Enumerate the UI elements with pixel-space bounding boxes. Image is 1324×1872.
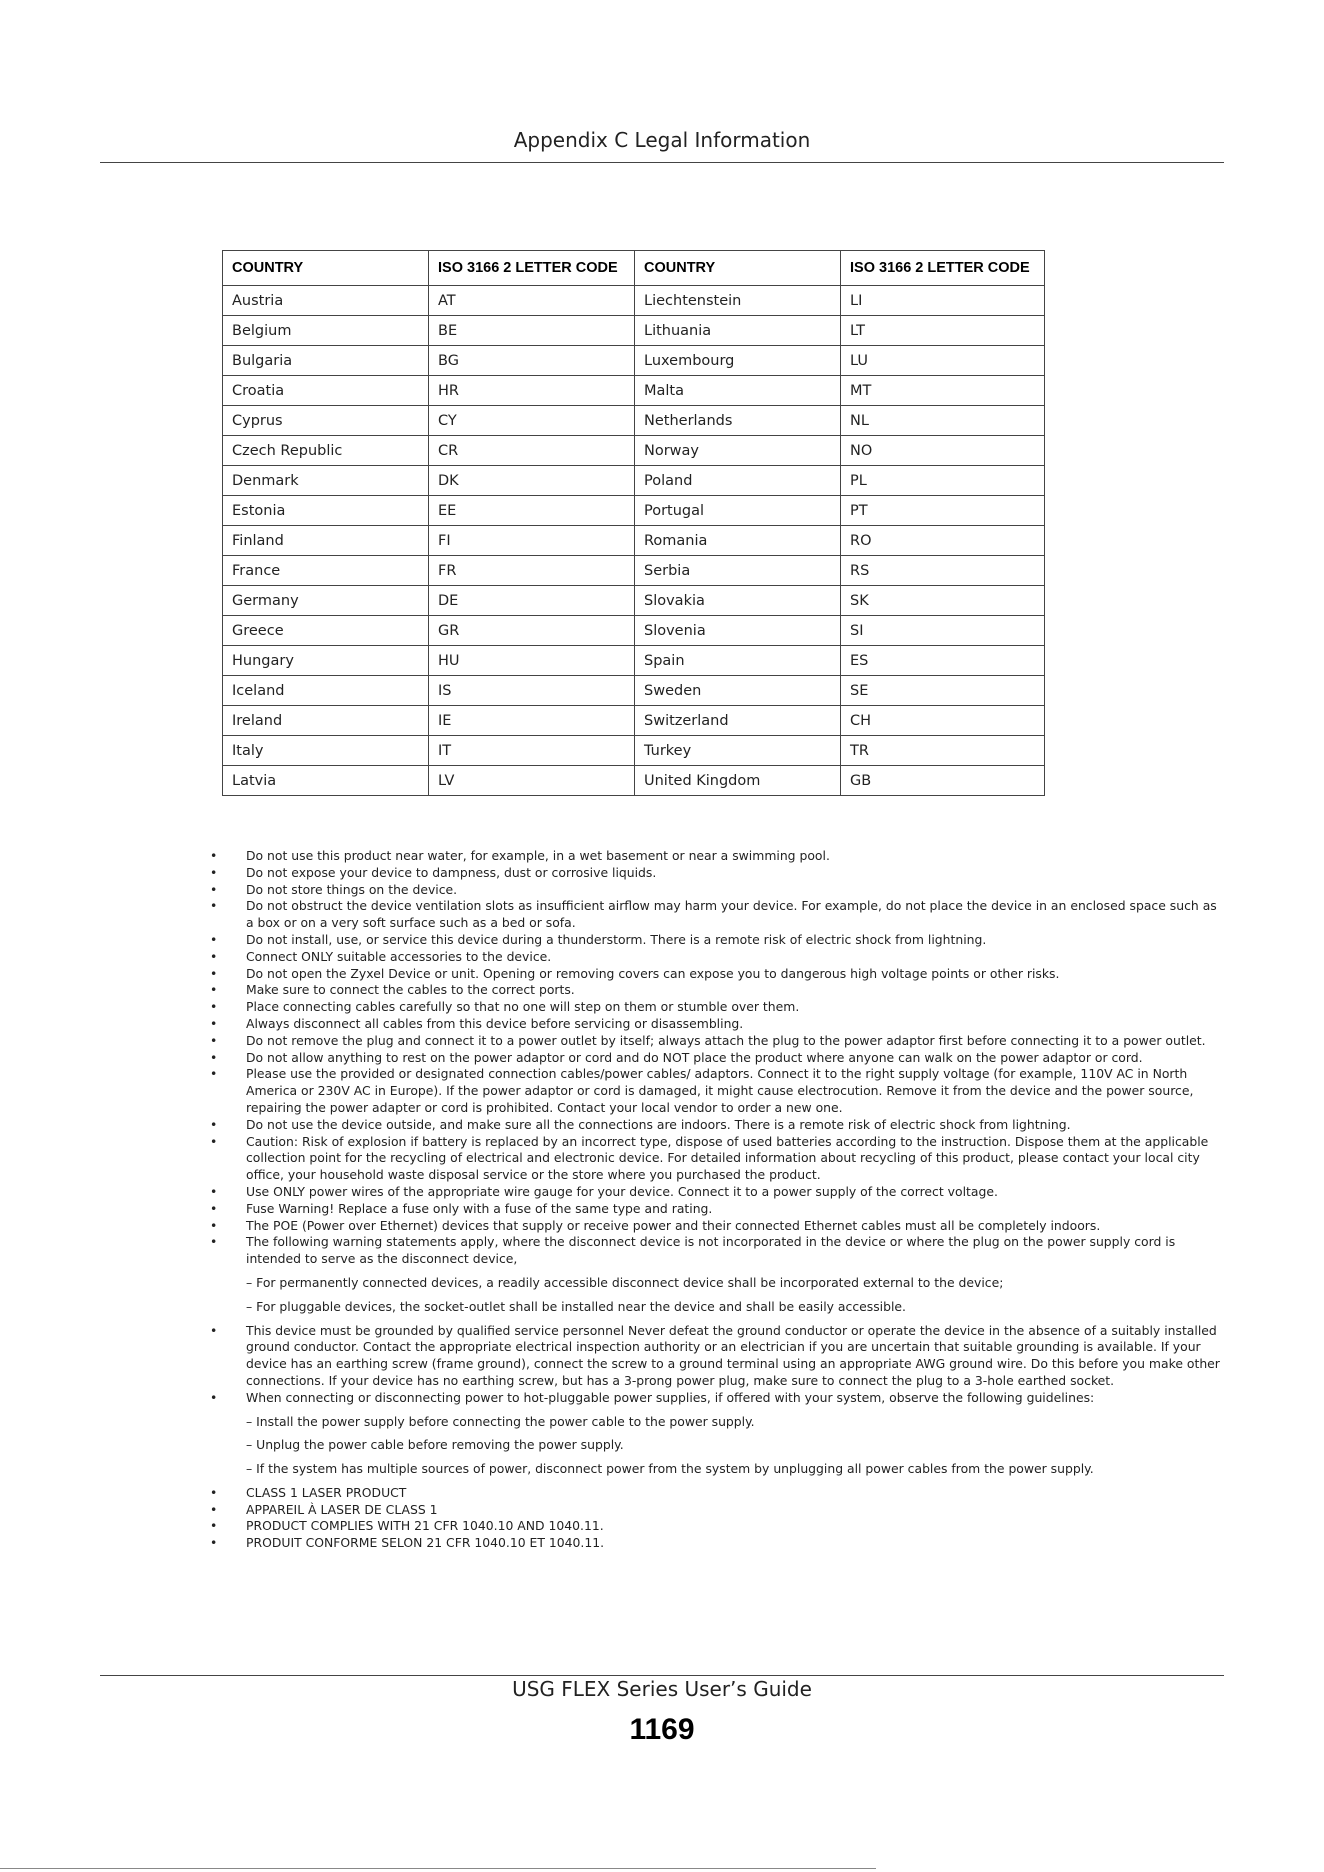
safety-item-text: When connecting or disconnecting power to hot-pluggable power supplies, if offered with your system, observe the following guidelines: [246, 1389, 1095, 1405]
table-row [223, 586, 1045, 616]
table-row [223, 346, 1045, 376]
safety-item [210, 932, 1224, 949]
column-header-country: COUNTRY [223, 251, 429, 286]
iso-code-cell: FR [429, 556, 635, 586]
iso-code-cell: NO [841, 436, 1045, 466]
header-divider [100, 162, 1224, 163]
bullet-icon: • [210, 1133, 218, 1149]
table-row [223, 646, 1045, 676]
table-row [223, 676, 1045, 706]
iso-code-cell: BG [429, 346, 635, 376]
column-header-country: COUNTRY [635, 251, 841, 286]
bullet-icon: • [210, 948, 218, 964]
country-name-cell: Cyprus [223, 406, 429, 436]
safety-item [210, 1234, 1224, 1268]
iso-code-cell: LV [429, 766, 635, 796]
table-row [223, 406, 1045, 436]
bottom-edge-line [0, 1868, 876, 1869]
table-row [223, 496, 1045, 526]
safety-item [210, 865, 1224, 882]
footer-guide-title: USG FLEX Series User’s Guide [512, 1677, 812, 1701]
safety-item-text: Do not use this product near water, for example, in a wet basement or near a swimming pool. [246, 848, 830, 863]
bullet-icon: • [210, 1032, 218, 1048]
safety-item [210, 1050, 1224, 1067]
bullet-icon: • [210, 1217, 218, 1233]
iso-code-cell: CR [429, 436, 635, 466]
country-name-cell: Denmark [223, 466, 429, 496]
country-name-cell: Italy [223, 736, 429, 766]
safety-item-text: The following warning statements apply, where the disconnect device is not incorporated in the device or where the plug on the power supply cord is intended to serve as the disconnect device, [246, 1234, 1176, 1267]
safety-sub-note: – For pluggable devices, the socket-outlet shall be installed near the device and shall be easily accessible. [246, 1298, 906, 1314]
safety-item-text: Do not use the device outside, and make sure all the connections are indoors. There is a remote risk of electric shock from lightning. [246, 1116, 1071, 1132]
iso-code-cell: BE [429, 316, 635, 346]
safety-item [210, 882, 1224, 899]
country-name-cell: Estonia [223, 496, 429, 526]
country-name-cell: United Kingdom [635, 766, 841, 796]
safety-item-text: PRODUCT COMPLIES WITH 21 CFR 1040.10 AND 1040.11. [246, 1518, 604, 1534]
country-name-cell: Serbia [635, 556, 841, 586]
bullet-icon: • [210, 1389, 218, 1405]
bullet-icon: • [210, 931, 218, 947]
page-number: 1169 [629, 1713, 695, 1746]
safety-item-text: Caution: Risk of explosion if battery is replaced by an incorrect type, dispose of used batteries according to the instruction. Dispose them at the applicable collection point for the recycling of electrical and electronic device. For detailed information about recycling of this product, please contact your local city office, your household waste disposal service or the store where you purchased the product. [246, 1133, 1209, 1183]
safety-item-text: This device must be grounded by qualified service personnel Never defeat the ground conductor or operate the device in the absence of a suitably installed ground conductor. Contact the appropriate electrical inspection authority or an electrician if you are uncertain that suitable grounding is available. If your device has an earthing screw (frame ground), connect the screw to a ground terminal using an appropriate AWG ground wire. Do this before you make other connections. If your device has no earthing screw, but has a 3-prong power plug, make sure to connect the plug to a 3-hole earthed socket. [246, 1322, 1220, 1388]
safety-item [210, 1485, 1224, 1502]
iso-code-cell: TR [841, 736, 1045, 766]
safety-item [210, 1323, 1224, 1390]
bullet-icon: • [210, 864, 218, 880]
iso-code-cell: EE [429, 496, 635, 526]
iso-code-cell: SI [841, 616, 1045, 646]
safety-item [210, 1117, 1224, 1134]
bullet-icon: • [210, 1015, 218, 1031]
bullet-icon: • [210, 881, 218, 897]
safety-item [210, 1016, 1224, 1033]
country-name-cell: Belgium [223, 316, 429, 346]
iso-code-cell: NL [841, 406, 1045, 436]
iso-code-cell: CY [429, 406, 635, 436]
bullet-icon: • [210, 1183, 218, 1199]
column-header-iso-code: ISO 3166 2 LETTER CODE [429, 251, 635, 286]
safety-item [210, 848, 1224, 865]
safety-item [210, 1390, 1224, 1407]
iso-code-cell: DE [429, 586, 635, 616]
country-name-cell: Bulgaria [223, 346, 429, 376]
bullet-icon: • [210, 965, 218, 981]
safety-item [210, 1184, 1224, 1201]
table-body [223, 286, 1045, 796]
country-name-cell: Croatia [223, 376, 429, 406]
safety-item-text: Do not remove the plug and connect it to a power outlet by itself; always attach the plug to the power adaptor first before connecting it to a power outlet. [246, 1032, 1206, 1048]
country-name-cell: Slovakia [635, 586, 841, 616]
table-row [223, 466, 1045, 496]
safety-item-text: Connect ONLY suitable accessories to the device. [246, 948, 552, 964]
safety-item-text: Do not expose your device to dampness, dust or corrosive liquids. [246, 864, 657, 880]
safety-item [210, 982, 1224, 999]
safety-item-text: CLASS 1 LASER PRODUCT [246, 1484, 407, 1500]
iso-code-cell: HU [429, 646, 635, 676]
safety-item-text: Make sure to connect the cables to the correct ports. [246, 982, 575, 998]
safety-item [210, 1502, 1224, 1519]
iso-code-cell: GR [429, 616, 635, 646]
page-header-title: Appendix C Legal Information [513, 128, 811, 152]
safety-item-text: Place connecting cables carefully so that no one will step on them or stumble over them. [246, 999, 800, 1015]
iso-code-cell: SE [841, 676, 1045, 706]
iso-code-cell: LU [841, 346, 1045, 376]
country-name-cell: Lithuania [635, 316, 841, 346]
iso-code-cell: CH [841, 706, 1045, 736]
safety-sub-note: – Unplug the power cable before removing the power supply. [246, 1437, 624, 1453]
safety-item [210, 1066, 1224, 1116]
iso-code-cell: ES [841, 646, 1045, 676]
safety-item [210, 999, 1224, 1016]
iso-code-cell: SK [841, 586, 1045, 616]
iso-code-cell: GB [841, 766, 1045, 796]
country-name-cell: Sweden [635, 676, 841, 706]
bullet-icon: • [210, 1535, 218, 1551]
country-name-cell: Luxembourg [635, 346, 841, 376]
country-name-cell: Portugal [635, 496, 841, 526]
safety-sub-note: – If the system has multiple sources of power, disconnect power from the system by unplugging all power cables from the power supply. [246, 1461, 1094, 1477]
country-name-cell: Liechtenstein [635, 286, 841, 316]
safety-item [210, 1535, 1224, 1552]
country-name-cell: Latvia [223, 766, 429, 796]
iso-code-cell: IS [429, 676, 635, 706]
country-name-cell: Slovenia [635, 616, 841, 646]
safety-item-text: Do not open the Zyxel Device or unit. Opening or removing covers can expose you to dangerous high voltage points or other risks. [246, 965, 1060, 981]
table-row [223, 286, 1045, 316]
country-code-table [222, 250, 1045, 796]
safety-item-text: Do not store things on the device. [246, 881, 458, 897]
country-name-cell: Germany [223, 586, 429, 616]
safety-item-text: APPAREIL À LASER DE CLASS 1 [246, 1501, 438, 1517]
safety-item-text: Always disconnect all cables from this device before servicing or disassembling. [246, 1015, 744, 1031]
safety-item-text: Do not install, use, or service this device during a thunderstorm. There is a remote risk of electric shock from lightning. [246, 931, 987, 947]
safety-item-text: The POE (Power over Ethernet) devices that supply or receive power and their connected Ethernet cables must all be completely indoors. [246, 1217, 1101, 1233]
safety-item-text: Please use the provided or designated connection cables/power cables/ adaptors. Connect it to the right supply voltage (for example, 110V AC in North America or 230V AC in Europe). If the power adaptor or cord is damaged, it might cause electrocution. Remove it from the device and the power source, repairing the power adapter or cord is prohibited. Contact your local vendor to order a new one. [246, 1066, 1194, 1115]
bullet-icon: • [210, 1049, 218, 1065]
bullet-icon: • [210, 848, 218, 863]
safety-item-text: Do not obstruct the device ventilation slots as insufficient airflow may harm your device. For example, do not place the device in an enclosed space such as a box or on a very soft surface such as a bed or sofa. [246, 898, 1217, 931]
country-name-cell: Poland [635, 466, 841, 496]
table-row [223, 436, 1045, 466]
iso-code-cell: AT [429, 286, 635, 316]
safety-item [210, 1218, 1224, 1235]
table-row [223, 556, 1045, 586]
country-name-cell: Spain [635, 646, 841, 676]
bullet-icon: • [210, 1234, 218, 1250]
safety-item [210, 898, 1224, 932]
iso-code-cell: FI [429, 526, 635, 556]
iso-code-cell: RS [841, 556, 1045, 586]
safety-item [210, 1033, 1224, 1050]
country-name-cell: Greece [223, 616, 429, 646]
iso-code-cell: IT [429, 736, 635, 766]
country-name-cell: Turkey [635, 736, 841, 766]
safety-item-text: Fuse Warning! Replace a fuse only with a fuse of the same type and rating. [246, 1200, 713, 1216]
table-row [223, 736, 1045, 766]
safety-sub-note: – For permanently connected devices, a readily accessible disconnect device shall be incorporated external to the device; [246, 1274, 1004, 1290]
iso-code-cell: PT [841, 496, 1045, 526]
country-name-cell: Hungary [223, 646, 429, 676]
safety-item [210, 949, 1224, 966]
country-name-cell: Romania [635, 526, 841, 556]
country-name-cell: Netherlands [635, 406, 841, 436]
safety-item [210, 1201, 1224, 1218]
safety-item [210, 1134, 1224, 1184]
country-name-cell: Czech Republic [223, 436, 429, 466]
country-name-cell: Iceland [223, 676, 429, 706]
bullet-icon: • [210, 1066, 218, 1082]
bullet-icon: • [210, 1518, 218, 1534]
safety-item [210, 966, 1224, 983]
country-name-cell: Austria [223, 286, 429, 316]
iso-code-cell: RO [841, 526, 1045, 556]
iso-code-cell: MT [841, 376, 1045, 406]
country-name-cell: Switzerland [635, 706, 841, 736]
bullet-icon: • [210, 1200, 218, 1216]
iso-code-cell: IE [429, 706, 635, 736]
safety-item-text: Do not allow anything to rest on the power adaptor or cord and do NOT place the product where anyone can walk on the power adaptor or cord. [246, 1049, 1143, 1065]
safety-item-text: PRODUIT CONFORME SELON 21 CFR 1040.10 ET 1040.11. [246, 1535, 605, 1551]
safety-item-text: Use ONLY power wires of the appropriate wire gauge for your device. Connect it to a power supply of the correct voltage. [246, 1183, 998, 1199]
bullet-icon: • [210, 1484, 218, 1500]
footer-divider [100, 1675, 1224, 1676]
bullet-icon: • [210, 898, 218, 914]
table-row [223, 316, 1045, 346]
safety-sub-note: – Install the power supply before connecting the power cable to the power supply. [246, 1413, 755, 1429]
bullet-icon: • [210, 1501, 218, 1517]
bullet-icon: • [210, 1116, 218, 1132]
country-name-cell: Ireland [223, 706, 429, 736]
column-header-iso-code: ISO 3166 2 LETTER CODE [841, 251, 1045, 286]
table-row [223, 616, 1045, 646]
iso-code-cell: HR [429, 376, 635, 406]
bullet-icon: • [210, 982, 218, 998]
table-row [223, 376, 1045, 406]
iso-code-cell: LT [841, 316, 1045, 346]
bullet-icon: • [210, 999, 218, 1015]
iso-code-cell: PL [841, 466, 1045, 496]
table-row [223, 706, 1045, 736]
table-header-row [223, 251, 1045, 286]
country-name-cell: Norway [635, 436, 841, 466]
country-name-cell: Finland [223, 526, 429, 556]
bullet-icon: • [210, 1322, 218, 1338]
iso-code-cell: DK [429, 466, 635, 496]
country-name-cell: France [223, 556, 429, 586]
iso-code-cell: LI [841, 286, 1045, 316]
table-row [223, 526, 1045, 556]
safety-warnings-list [210, 848, 1224, 1552]
country-name-cell: Malta [635, 376, 841, 406]
table-row [223, 766, 1045, 796]
safety-item [210, 1518, 1224, 1535]
